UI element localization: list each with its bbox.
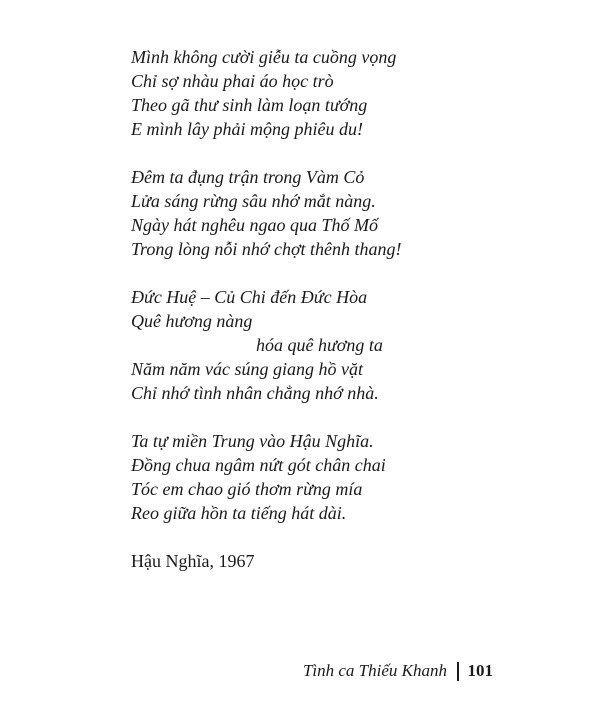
poem-line: Chỉ nhớ tình nhân chẳng nhớ nhà. bbox=[131, 383, 379, 403]
poem-line: Reo giữa hồn ta tiếng hát dài. bbox=[131, 503, 347, 523]
running-title: Tình ca Thiếu Khanh bbox=[302, 661, 447, 680]
poem-line: Tóc em chao gió thơm rừng mía bbox=[131, 479, 363, 499]
poem-line: Năm năm vác súng giang hồ vặt bbox=[131, 359, 363, 379]
poem-signature: Hậu Nghĩa, 1967 bbox=[131, 551, 255, 571]
poem-line: Chỉ sợ nhàu phai áo học trò bbox=[131, 71, 334, 91]
stanza-3 bbox=[131, 285, 551, 405]
poem-line: Trong lòng nỗi nhớ chợt thênh thang! bbox=[131, 239, 402, 259]
stanza-4 bbox=[131, 429, 551, 525]
poem-line: Ngày hát nghêu ngao qua Thố Mố bbox=[131, 215, 378, 235]
poem-line: Đêm ta đụng trận trong Vàm Cỏ bbox=[131, 167, 365, 187]
page-number: 101 bbox=[467, 661, 493, 680]
poem-line: Đồng chua ngâm nứt gót chân chai bbox=[131, 455, 386, 475]
stanza-1 bbox=[131, 45, 551, 141]
poem-line-indented: hóa quê hương ta bbox=[256, 335, 383, 355]
poem-line: Lửa sáng rừng sâu nhớ mắt nàng. bbox=[131, 191, 376, 211]
poem-line: E mình lây phải mộng phiêu du! bbox=[131, 119, 363, 139]
poem-line: Quê hương nàng bbox=[131, 311, 253, 331]
page-footer bbox=[303, 661, 493, 681]
poem-line: Mình không cười giễu ta cuồng vọng bbox=[131, 47, 397, 67]
poem-line: Đức Huệ – Củ Chi đến Đức Hòa bbox=[131, 287, 368, 307]
poem-line: Ta tự miền Trung vào Hậu Nghĩa. bbox=[131, 431, 374, 451]
footer-divider bbox=[457, 662, 459, 681]
poem bbox=[131, 45, 551, 573]
stanza-2 bbox=[131, 165, 551, 261]
poem-line: Theo gã thư sinh làm loạn tướng bbox=[131, 95, 368, 115]
